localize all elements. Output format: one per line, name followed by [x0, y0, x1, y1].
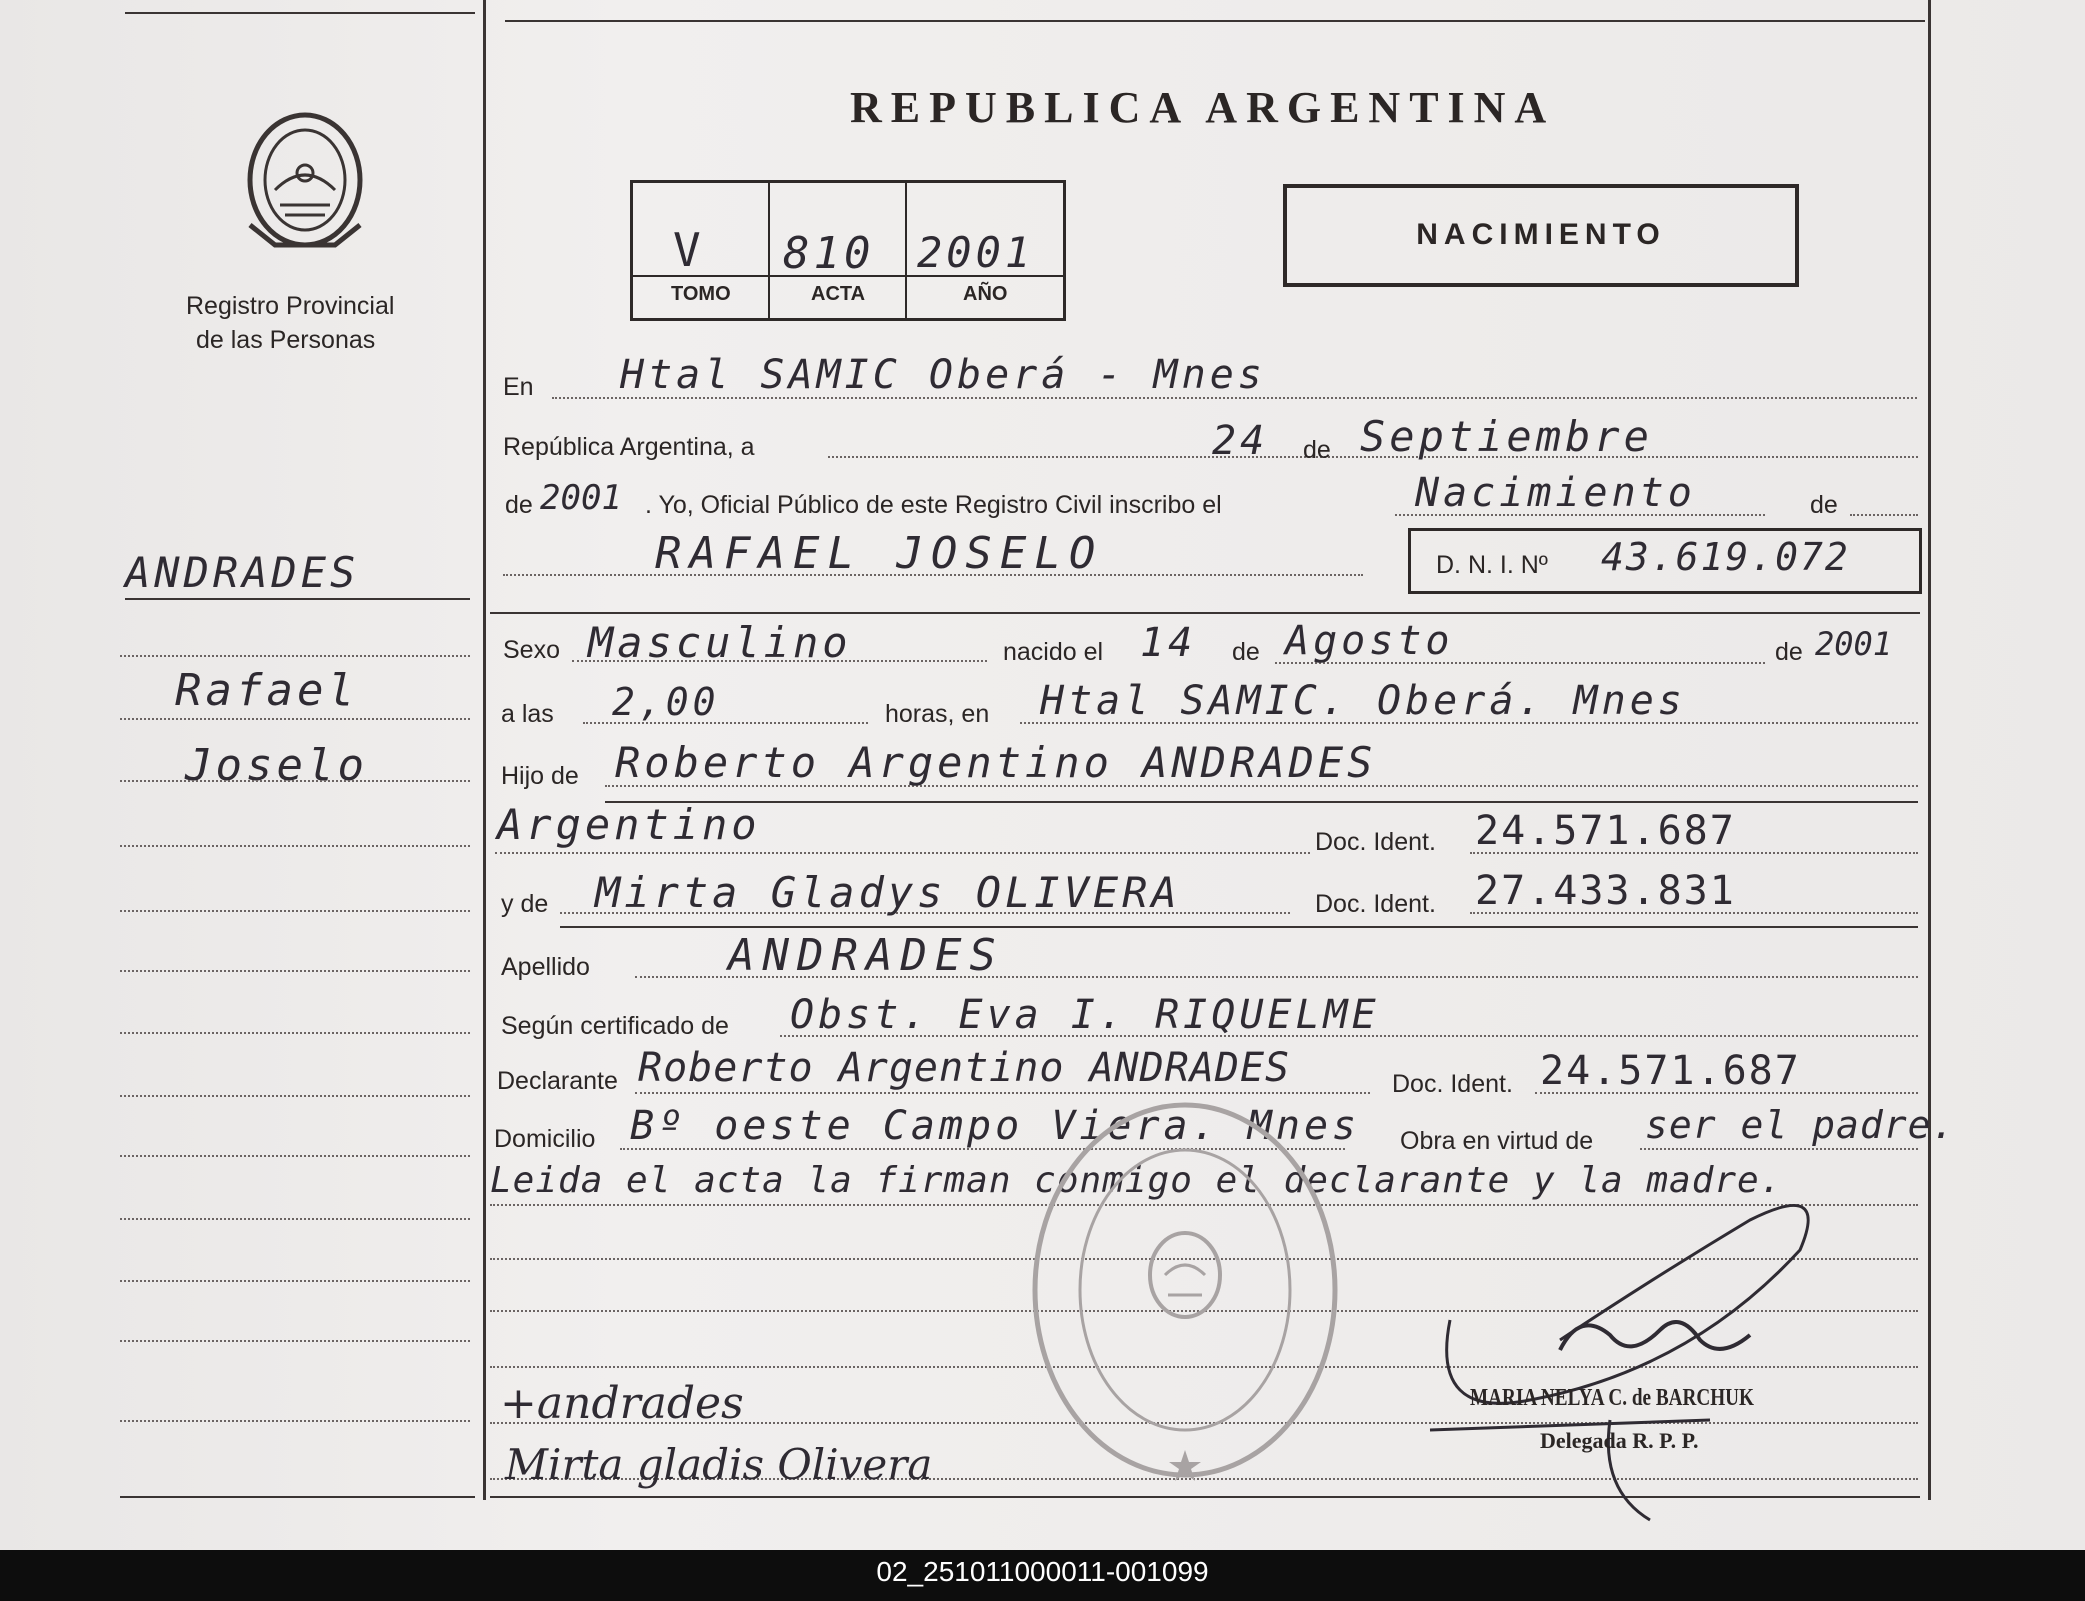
declarante-doc: 24.571.687	[1540, 1048, 1801, 1094]
divider-left	[483, 0, 486, 1500]
a-las-label: a las	[501, 700, 554, 728]
apellido-value: ANDRADES	[728, 930, 1004, 981]
month-value: Septiembre	[1360, 412, 1653, 461]
margin-dotted-line	[120, 780, 470, 782]
margin-dotted-line	[120, 1280, 470, 1282]
leida-value: Leida el acta la firman conmigo el declarante y la madre.	[490, 1160, 1783, 1201]
top-right-rule	[505, 20, 1925, 22]
official-stamp-icon	[1020, 1090, 1350, 1490]
domicilio-value: Bº oeste Campo Viera. Mnes	[630, 1103, 1361, 1149]
margin-given-name-1: Rafael	[175, 665, 358, 716]
document-title: REPUBLICA ARGENTINA	[850, 83, 1556, 132]
year-value: 2001	[540, 478, 622, 518]
birth-year: 2001	[1815, 625, 1893, 663]
de-label-2: de	[1810, 491, 1838, 519]
margin-dotted-line	[120, 1032, 470, 1034]
margin-dotted-line	[120, 1420, 470, 1422]
inscribo-value: Nacimiento	[1415, 470, 1696, 516]
horas-label: horas, en	[885, 700, 990, 728]
record-number-box	[630, 180, 1066, 321]
signature-mother: Mirta gladis Olivera	[505, 1440, 933, 1489]
birth-month: Agosto	[1285, 618, 1454, 664]
year-prefix-label: de	[505, 491, 533, 519]
ano-value: 2001	[917, 228, 1035, 277]
hijo-label: Hijo de	[501, 762, 579, 790]
birth-place: Htal SAMIC. Oberá. Mnes	[1040, 678, 1686, 724]
top-left-rule	[125, 12, 475, 14]
nacido-label: nacido el	[1003, 638, 1104, 666]
obra-value: ser el padre.	[1645, 1103, 1956, 1147]
registry-line-1: Registro Provincial	[186, 292, 395, 320]
dni-box	[1408, 528, 1922, 594]
en-value: Htal SAMIC Oberá - Mnes	[620, 352, 1266, 398]
en-label: En	[503, 373, 534, 401]
birth-day: 14	[1140, 620, 1197, 666]
image-code: 02_251011000011-001099	[876, 1556, 1209, 1587]
signature-declarante: +andrades	[500, 1378, 744, 1429]
margin-surname-rule	[125, 598, 470, 600]
de-label-3: de	[1232, 638, 1260, 666]
section-rule	[490, 612, 1920, 614]
acta-value: 810	[783, 228, 875, 279]
obra-dotted-line	[1640, 1148, 1918, 1150]
republica-label: República Argentina, a	[503, 433, 755, 461]
bottom-left-rule	[120, 1496, 475, 1498]
act-type-label: NACIMIENTO	[1416, 218, 1666, 251]
divider-right	[1928, 0, 1931, 1500]
tomo-value: V	[673, 223, 705, 277]
acta-label: ACTA	[811, 283, 866, 305]
margin-dotted-line	[120, 1218, 470, 1220]
de-label: de	[1303, 436, 1331, 464]
ano-label: AÑO	[963, 283, 1008, 305]
y-de-label: y de	[501, 890, 549, 918]
inscribo-dotted-tail	[1850, 514, 1918, 516]
domicilio-label: Domicilio	[494, 1125, 596, 1153]
dni-value: 43.619.072	[1601, 535, 1850, 579]
mother-rule	[560, 926, 1918, 928]
hour-value: 2,00	[612, 680, 720, 724]
day-value: 24	[1212, 418, 1269, 464]
margin-dotted-line	[120, 1095, 470, 1097]
margin-dotted-line	[120, 845, 470, 847]
margin-dotted-line	[120, 1340, 470, 1342]
dni-label: D. N. I. Nº	[1436, 551, 1548, 579]
official-title: Delegada R. P. P.	[1540, 1428, 1699, 1453]
provincial-seal-icon	[235, 105, 375, 255]
father-nationality: Argentino	[497, 800, 761, 849]
margin-given-name-2: Joselo	[185, 740, 368, 791]
doc-label-father: Doc. Ident.	[1315, 828, 1436, 856]
apellido-label: Apellido	[501, 953, 590, 981]
tomo-label: TOMO	[671, 283, 731, 305]
de-label-4: de	[1775, 638, 1803, 666]
margin-dotted-line	[120, 1155, 470, 1157]
obra-label: Obra en virtud de	[1400, 1127, 1594, 1155]
margin-dotted-line	[120, 655, 470, 657]
margin-dotted-line	[120, 970, 470, 972]
margin-surname: ANDRADES	[125, 548, 360, 597]
sexo-value: Masculino	[588, 618, 852, 667]
father-rule	[605, 801, 1918, 803]
certificado-label: Según certificado de	[501, 1012, 729, 1040]
doc-label-declarante: Doc. Ident.	[1392, 1070, 1513, 1098]
inscribo-text: . Yo, Oficial Público de este Registro Civil inscribo el	[645, 491, 1222, 519]
declarante-label: Declarante	[497, 1067, 618, 1095]
act-type-box	[1283, 184, 1799, 287]
doc-label-mother: Doc. Ident.	[1315, 890, 1436, 918]
name-value: RAFAEL JOSELO	[655, 528, 1104, 579]
father-doc: 24.571.687	[1475, 808, 1736, 854]
mother-name: Mirta Gladys OLIVERA	[595, 868, 1181, 917]
official-signature-icon	[1410, 1160, 1830, 1530]
sexo-label: Sexo	[503, 636, 560, 664]
official-name: MARIA NELYA C. de BARCHUK	[1470, 1385, 1754, 1411]
declarante-value: Roberto Argentino ANDRADES	[638, 1045, 1291, 1091]
certificado-value: Obst. Eva I. RIQUELME	[790, 992, 1380, 1038]
mother-doc: 27.433.831	[1475, 868, 1736, 914]
registry-line-2: de las Personas	[196, 326, 376, 354]
margin-dotted-line	[120, 718, 470, 720]
nationality-dotted-line	[495, 852, 1310, 854]
father-name: Roberto Argentino ANDRADES	[615, 738, 1377, 787]
margin-dotted-line	[120, 910, 470, 912]
